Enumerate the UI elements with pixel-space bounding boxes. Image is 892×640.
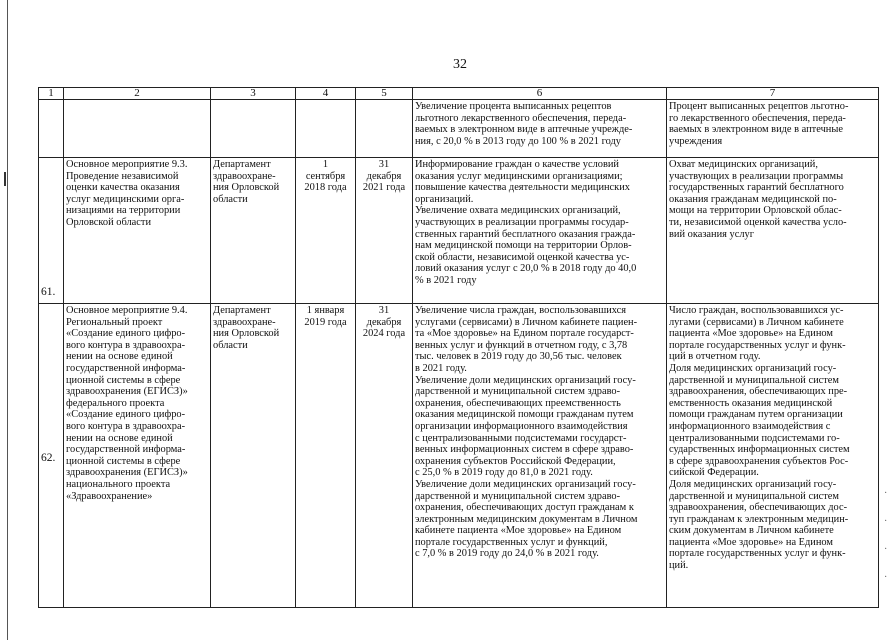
end-date-cell: 31 декабря 2021 года [356, 158, 413, 304]
empty-cell [39, 100, 64, 158]
table-row-62 [39, 304, 879, 608]
column-header: 1 [39, 88, 64, 100]
column-header: 6 [413, 88, 667, 100]
column-header: 7 [667, 88, 879, 100]
event-cell: Основное мероприятие 9.4. Региональный проект «Создание единого цифро- вого контура в здравоохра- нении на основе единой государственной информа- ционной системы в сфере здравоохранения (ЕГИСЗ)» федерального проекта «Создание единого цифро- вого контура в здравоохра- нении на основе единой государственной информа- ционной системы в сфере здравоохранения (ЕГИСЗ)» национального проекта «Здравоохранение» [64, 304, 211, 608]
result-cell: Информирование граждан о качестве условий оказания услуг медицинскими организациями; повышение качества деятельности медицинских организаций. Увеличение охвата медицинских организаций, участвующих в реализации программы государ- ственных гарантий бесплатного оказания гражда- нам медицинской помощи на территории Орлов- ской области, независимой оценкой качества ус- ловий оказания услуг с 20,0 % в 2018 году до 40,0 % в 2021 году [413, 158, 667, 304]
indicator-cell: Число граждан, воспользовавшихся ус- лугами (сервисами) в Личном кабинете пациента «Мое здоровье» на Едином портале государственных услуг и функ- ций в отчетном году. Доля медицинских организаций госу- дарственной и муниципальной систем здравоохранения, обеспечивающих пре- емственность оказания медицинской помощи гражданам путем организации информационного взаимодействия с централизованными подсистемами го- сударственных информационных систем в сфере здравоохранения субъектов Рос- сийской Федерации. Доля медицинских организаций госу- дарственной и муниципальной систем здравоохранения, обеспечивающих дос- туп гражданам к электронным медицин- ским документам в Личном кабинете пациента «Мое здоровье» на Едином портале государственных услуг и функ- ций. [667, 304, 879, 608]
result-cell: Увеличение процента выписанных рецептов льготного лекарственного обеспечения, переда- ваемых в электронном виде в аптечные учрежде- ния, с 20,0 % в 2013 году до 100 % в 2021 году [413, 100, 667, 158]
result-cell: Увеличение числа граждан, воспользовавшихся услугами (сервисами) в Личном кабинете пациен- та «Мое здоровье» на Едином портале государст- венных услуг и функций в отчетном году, с 3,78 тыс. человек в 2019 году до 30,56 тыс. человек в 2021 году. Увеличение доли медицинских организаций госу- дарственной и муниципальной систем здраво- охранения, обеспечивающих преемственность оказания медицинской помощи гражданам путем организации информационного взаимодействия с централизованными подсистемами государст- венных информационных систем в сфере здраво- охранения субъектов Российской Федерации, с 25,0 % в 2019 году до 81,0 в 2021 году. Увеличение доли медицинских организаций госу- дарственной и муниципальной систем здраво- охранения, обеспечивающих доступ гражданам к электронным медицинским документам в Личном кабинете пациента «Мое здоровье» на Едином портале государственных услуг и функций, с 7,0 % в 2019 году до 24,0 % в 2021 году. [413, 304, 667, 608]
empty-cell [64, 100, 211, 158]
column-header: 2 [64, 88, 211, 100]
start-date-cell: 1 сентября 2018 года [296, 158, 356, 304]
binding-margin-line [7, 0, 8, 640]
column-header: 4 [296, 88, 356, 100]
start-date-cell: 1 января 2019 года [296, 304, 356, 608]
event-cell: Основное мероприятие 9.3. Проведение независимой оценки качества оказания услуг медицинскими орга- низациями на территории Орловской области [64, 158, 211, 304]
executor-cell: Департамент здравоохране- ния Орловской области [211, 304, 296, 608]
row-number: 62. [39, 304, 64, 608]
column-header: 5 [356, 88, 413, 100]
page-number: 32 [453, 57, 467, 72]
table-row-61 [39, 158, 879, 304]
row-number: 61. [39, 158, 64, 304]
end-date-cell: 31 декабря 2024 года [356, 304, 413, 608]
column-header: 3 [211, 88, 296, 100]
scan-edge-marks: · · · · [884, 488, 888, 583]
program-activities-table [38, 87, 879, 608]
indicator-cell: Охват медицинских организаций, участвующих в реализации программы государственных гарантий бесплатного оказания гражданам медицинской по- мощи на территории Орловской облас- ти, независимой оценкой качества усло- вий оказания услуг [667, 158, 879, 304]
column-number-header-row [39, 88, 879, 100]
empty-cell [211, 100, 296, 158]
continuation-row [39, 100, 879, 158]
empty-cell [356, 100, 413, 158]
margin-mark [4, 172, 11, 186]
indicator-cell: Процент выписанных рецептов льготно- го лекарственного обеспечения, переда- ваемых в электронном виде в аптечные учреждения [667, 100, 879, 158]
empty-cell [296, 100, 356, 158]
executor-cell: Департамент здравоохране- ния Орловской области [211, 158, 296, 304]
